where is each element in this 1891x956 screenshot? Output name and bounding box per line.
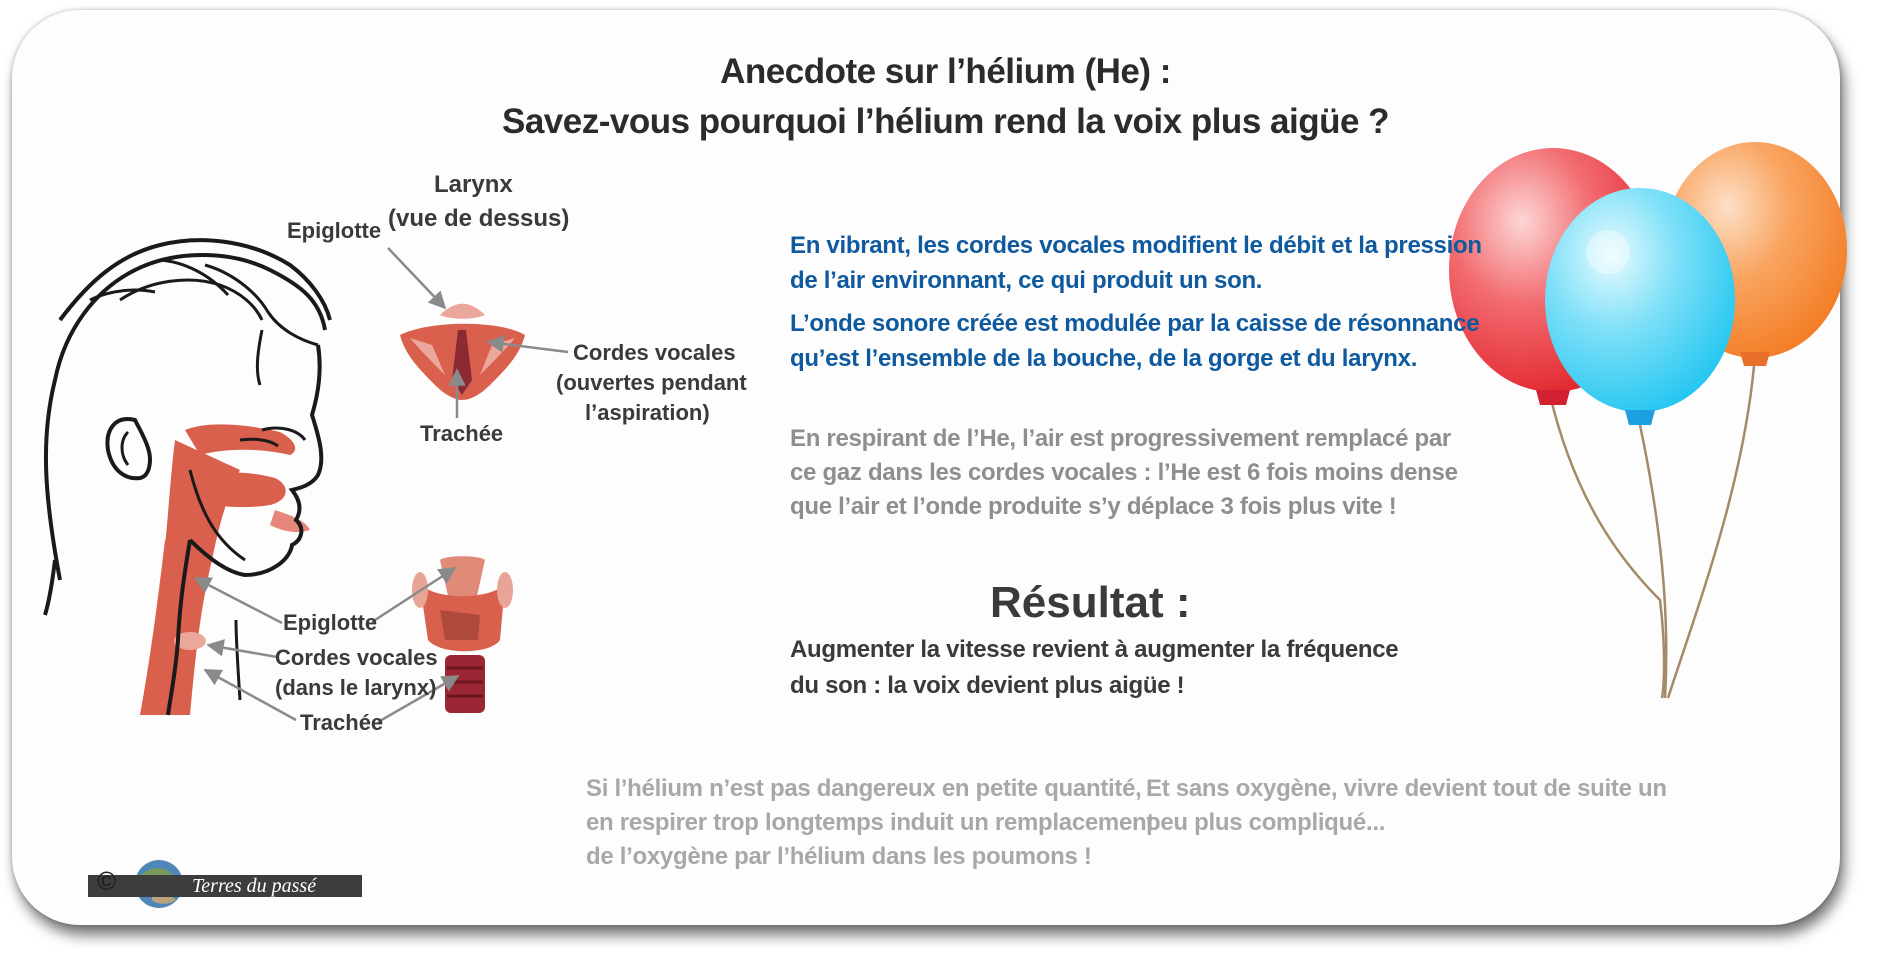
title-line-2: Savez-vous pourquoi l’hélium rend la voix plus aigüe ? — [501, 102, 1390, 141]
label-epiglotte-head: Epiglotte — [283, 610, 378, 635]
trachea-tissue — [140, 540, 212, 715]
blue-text-1b: de l’air environnant, ce qui produit un son. — [790, 267, 1263, 294]
label-trachee-top: Trachée — [420, 421, 504, 446]
tongue-tissue — [188, 473, 286, 507]
larynx-top-view — [400, 304, 525, 400]
label-cordes-top-2: (ouvertes pendant — [556, 370, 747, 395]
label-cordes-top-3: l’aspiration) — [585, 400, 710, 425]
result-heading: Résultat : — [990, 578, 1191, 627]
grey-text-1: En respirant de l’He, l’air est progressivement remplacé par — [790, 425, 1451, 452]
footnote-left-3: de l’oxygène par l’hélium dans les poumons ! — [586, 843, 1092, 870]
title-line-1: Anecdote sur l’hélium (He) : — [720, 52, 1171, 91]
result-line-2: du son : la voix devient plus aigüe ! — [790, 672, 1185, 699]
mouth-tissue — [270, 510, 310, 532]
balloon-blue — [1545, 188, 1735, 412]
footnote-left-2: en respirer trop longtemps induit un remplacement — [586, 809, 1155, 836]
grey-text-2: ce gaz dans les cordes vocales : l’He est 6 fois moins dense — [790, 459, 1458, 486]
blue-text-2b: qu’est l’ensemble de la bouche, de la gorge et du larynx. — [790, 345, 1418, 372]
footnote-left-1: Si l’hélium n’est pas dangereux en petite quantité, — [586, 775, 1142, 802]
blue-text-1a: En vibrant, les cordes vocales modifient le débit et la pression — [790, 232, 1482, 259]
head-profile — [45, 240, 330, 715]
footnote-right-2: peu plus compliqué... — [1146, 809, 1386, 836]
grey-text-3: que l’air et l’onde produite s’y déplace 3 fois plus vite ! — [790, 493, 1397, 520]
copyright-symbol: © — [97, 866, 117, 896]
label-cordes-head-2: (dans le larynx) — [275, 675, 437, 700]
larynx-title: Larynx — [434, 171, 513, 198]
result-line-1: Augmenter la vitesse revient à augmenter la fréquence — [790, 636, 1399, 663]
logo-name: Terres du passé — [192, 875, 317, 897]
balloons — [1449, 142, 1847, 698]
label-trachee-head: Trachée — [300, 710, 384, 735]
label-epiglotte-top: Epiglotte — [287, 218, 382, 243]
logo-banner — [88, 875, 362, 897]
footnote-right-1: Et sans oxygène, vivre devient tout de suite un — [1146, 775, 1667, 802]
label-cordes-head-1: Cordes vocales — [275, 645, 438, 670]
label-cordes-top-1: Cordes vocales — [573, 340, 736, 365]
larynx-subtitle: (vue de dessus) — [388, 205, 570, 232]
blue-text-2a: L’onde sonore créée est modulée par la caisse de résonnance — [790, 310, 1480, 337]
